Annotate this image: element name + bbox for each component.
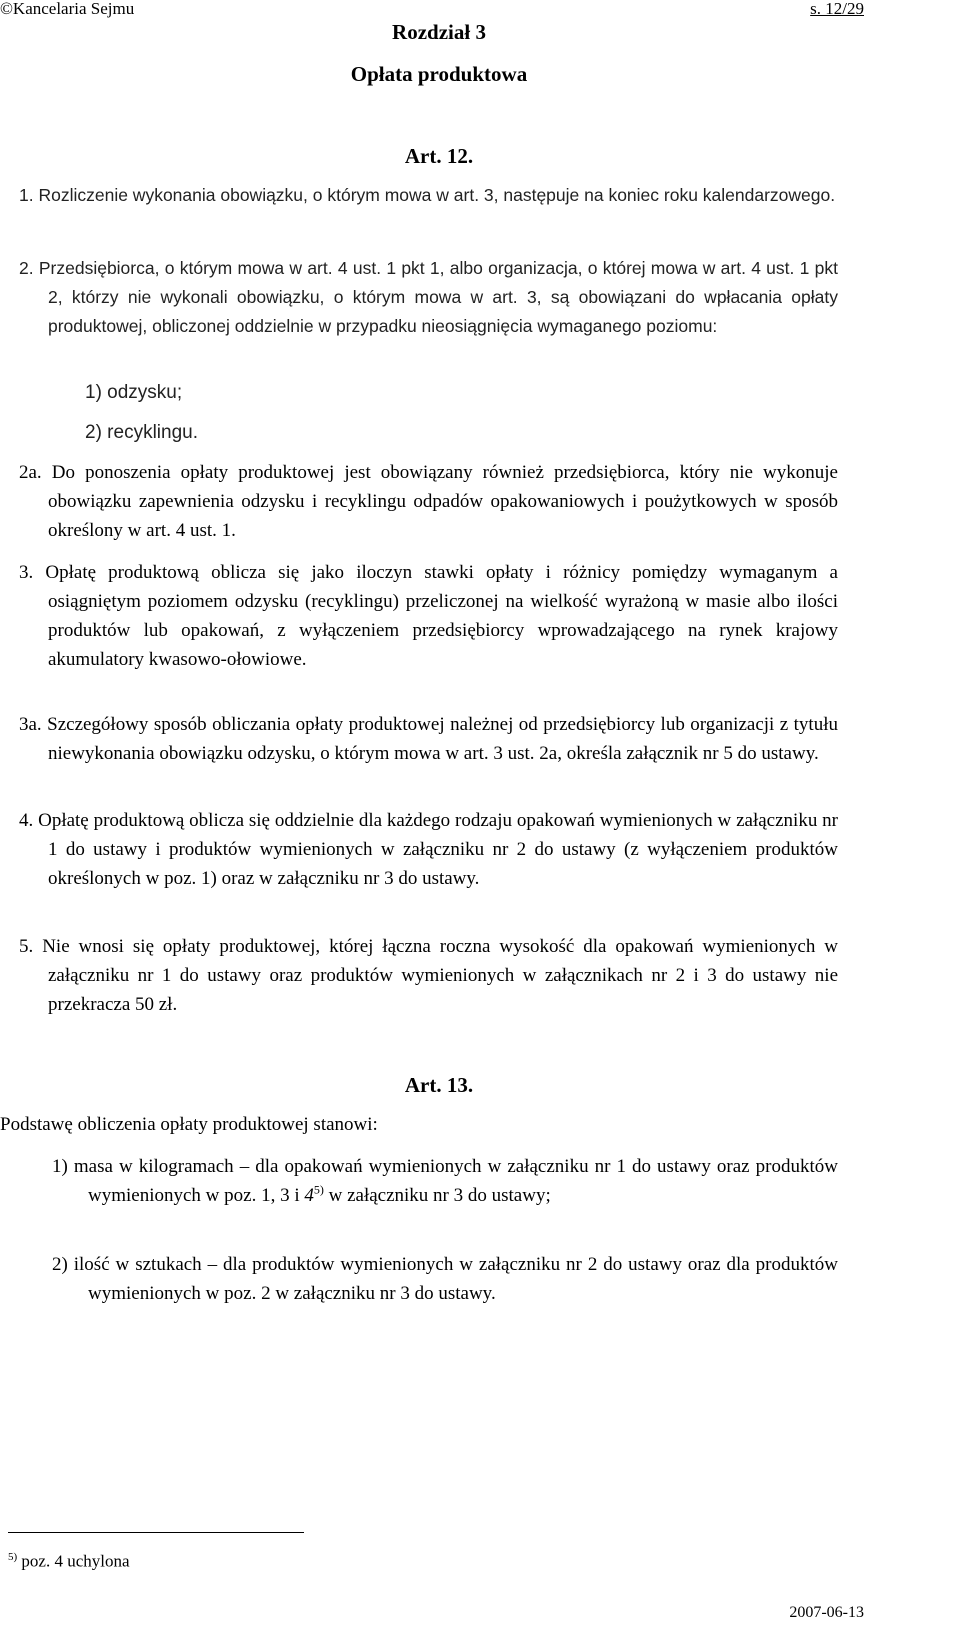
- art12-p5-text: 5. Nie wnosi się opłaty produktowej, której łączna roczna wysokość dla opakowań wymienionych w załączniku nr 1 do ustawy oraz produktów wymienionych w załącznikach nr 2 i 3 do ustawy nie przekracza 50 zł.: [19, 936, 838, 1015]
- header-page-number[interactable]: [810, 0, 864, 18]
- art12-p2-item-1: 1) odzysku;: [85, 382, 183, 403]
- document-date: 2007-06-13: [789, 1604, 864, 1621]
- art12-paragraph-3a: [8, 710, 838, 768]
- art12-paragraph-5: [8, 932, 838, 1019]
- footnote-reference[interactable]: 5): [313, 1182, 324, 1197]
- art12-p1-text: 1. Rozliczenie wykonania obowiązku, o którym mowa w art. 3, następuje na koniec roku kalendarzowego.: [19, 185, 836, 205]
- header-source: ©Kancelaria Sejmu: [0, 0, 135, 18]
- art12-paragraph-4: [8, 806, 838, 893]
- chapter-title: Opłata produktowa: [350, 62, 528, 86]
- art12-p4-text: 4. Opłatę produktową oblicza się oddzielnie dla każdego rodzaju opakowań wymienionych w załączniku nr 1 do ustawy i produktów wymienionych w załączniku nr 2 do ustawy (z wyłączeniem produktów określonych w poz. 1) oraz w załączniku nr 3 do ustawy.: [19, 810, 838, 889]
- art12-p2a-text: 2a. Do ponoszenia opłaty produktowej jest obowiązany również przedsiębiorca, który nie wykonuje obowiązku zapewnienia odzysku i recyklingu odpadów opakowaniowych i poużytkowych w sposób określony w art. 4 ust. 1.: [19, 462, 838, 541]
- footnote-marker: 5): [8, 1551, 18, 1563]
- art12-paragraph-3: [8, 558, 838, 674]
- art12-p2-text: 2. Przedsiębiorca, o którym mowa w art. 4 ust. 1 pkt 1, albo organizacja, o której mowa w art. 4 ust. 1 pkt 2, którzy nie wykonali obowiązku, o którym mowa w art. 3, są obowiązani do wpłacania opłaty produktowej, obliczonej oddzielnie w przypadku nieosiągnięcia wymaganego poziomu:: [19, 258, 838, 336]
- art12-paragraph-2a: [8, 458, 838, 545]
- art13-item-1: [52, 1152, 838, 1210]
- art12-p3a-text: 3a. Szczegółowy sposób obliczania opłaty produktowej należnej od przedsiębiorcy lub organizacji z tytułu niewykonania obowiązku odzysku, o którym mowa w art. 3 ust. 2a, określa załącznik nr 5 do ustawy.: [19, 714, 838, 764]
- art13-title: Art. 13.: [404, 1073, 474, 1097]
- art13-item-2: [52, 1250, 838, 1308]
- art13-item2-text: 2) ilość w sztukach – dla produktów wymienionych w załączniku nr 2 do ustawy oraz dla produktów wymienionych w poz. 2 w załączniku nr 3 do ustawy.: [52, 1254, 838, 1304]
- art13-item1-text-b: w załączniku nr 3 do ustawy;: [323, 1185, 551, 1206]
- chapter-number: Rozdział 3: [392, 20, 486, 44]
- art12-title: Art. 12.: [404, 144, 474, 168]
- art12-p2-item-2: 2) recyklingu.: [85, 422, 198, 443]
- art12-paragraph-2: [8, 254, 838, 341]
- art13-item1-text-a: 1) masa w kilogramach – dla opakowań wymienionych w załączniku nr 1 do ustawy oraz produktów wymienionych w poz. 1, 3 i: [52, 1156, 838, 1206]
- art12-paragraph-1: [8, 181, 838, 210]
- footnote-text: poz. 4 uchylona: [17, 1551, 130, 1571]
- footnote-separator: [8, 1532, 304, 1533]
- page-number-link[interactable]: s. 12/29: [810, 0, 864, 18]
- art12-p3-text: 3. Opłatę produktową oblicza się jako iloczyn stawki opłaty i różnicy pomiędzy wymaganym a osiągniętym poziomem odzysku (recyklingu) przeliczonej na wielkość wyrażoną w masie albo ilości produktów lub opakowań, z wyłączeniem przedsiębiorcy wprowadzającego na rynek krajowy akumulatory kwasowo-ołowiowe.: [19, 562, 838, 670]
- footnote: [8, 1551, 130, 1572]
- art13-item1-number: 4: [304, 1185, 314, 1206]
- art13-intro: Podstawę obliczenia opłaty produktowej stanowi:: [0, 1114, 378, 1135]
